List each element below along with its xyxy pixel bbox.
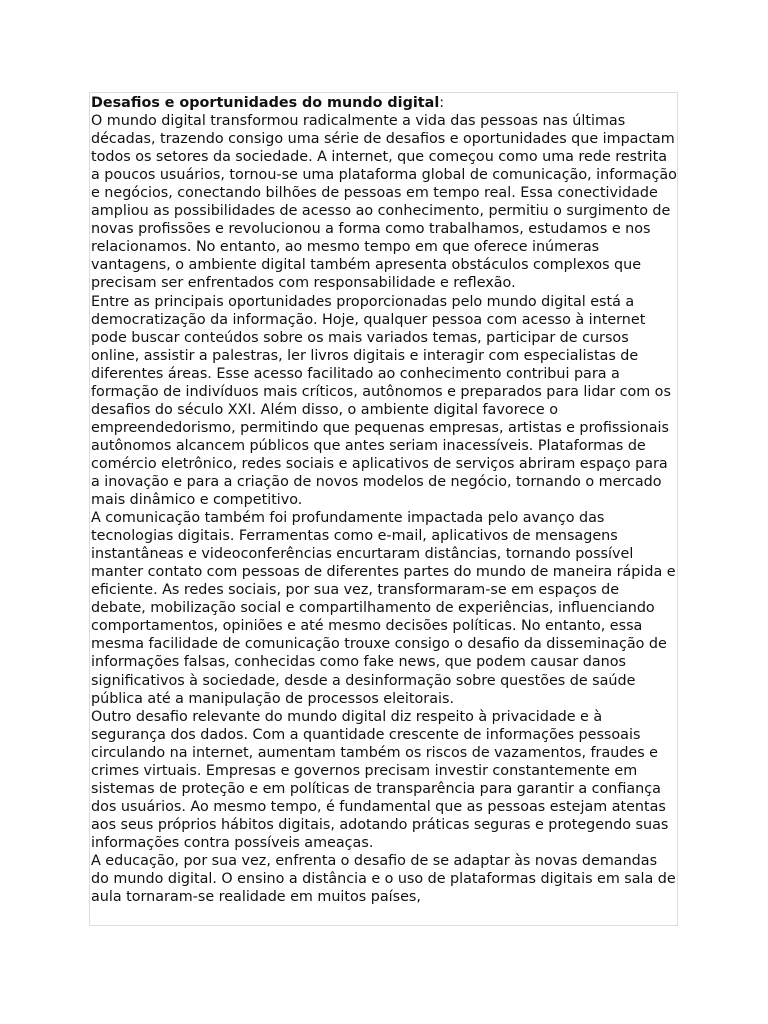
paragraph-4: Outro desafio relevante do mundo digital diz respeito à privacidade e à segurança dos dados. Com a quantidade crescente de informações pessoais circulando na internet, aumentam também os riscos de vazamentos, fraudes e crimes virtuais. Empresas e governos precisam investir constantemente em sistemas de proteção e em políticas de transparência para garantir a confiança dos usuários. Ao mesmo tempo, é fundamental que as pessoas estejam atentas aos seus próprios hábitos digitais, adotando práticas seguras e protegendo suas informações contra possíveis ameaças. [91, 708, 669, 851]
paragraph-2: Entre as principais oportunidades proporcionadas pelo mundo digital está a democratização da informação. Hoje, qualquer pessoa com acesso à internet pode buscar conteúdos sobre os mais variados temas, participar de cursos online, assistir a palestras, ler livros digitais e interagir com especialistas de diferentes áreas. Esse acesso facilitado ao conhecimento contribui para a formação de indivíduos mais críticos, autônomos e preparados para lidar com os desafios do século XXI. Além disso, o ambiente digital favorece o empreendedorismo, permitindo que pequenas empresas, artistas e profissionais autônomos alcancem públicos que antes seriam inacessíveis. Plataformas de comércio eletrônico, redes sociais e aplicativos de serviços abriram espaço para a inovação e para a criação de novos modelos de negócio, tornando o mercado mais dinâmico e competitivo. [91, 293, 671, 509]
paragraph-5: A educação, por sua vez, enfrenta o desafio de se adaptar às novas demandas do mundo digital. O ensino a distância e o uso de plataformas digitais em sala de aula tornaram-se realidade em muitos países, [91, 852, 676, 906]
title-colon: : [439, 95, 445, 111]
document-body [91, 94, 678, 906]
paragraph-3: A comunicação também foi profundamente impactada pelo avanço das tecnologias digitais. Ferramentas como e-mail, aplicativos de mensagens instantâneas e videoconferências encurtaram distâncias, tornando possível manter contato com pessoas de diferentes partes do mundo de maneira rápida e eficiente. As redes sociais, por sua vez, transformaram-se em espaços de debate, mobilização social e compartilhamento de experiências, influenciando comportamentos, opiniões e até mesmo decisões políticas. No entanto, essa mesma facilidade de comunicação trouxe consigo o desafio da disseminação de informações falsas, conhecidas como fake news, que podem causar danos significativos à sociedade, desde a desinformação sobre questões de saúde pública até a manipulação de processos eleitorais. [91, 510, 676, 707]
document-page [89, 92, 678, 926]
paragraph-1: O mundo digital transformou radicalmente a vida das pessoas nas últimas décadas, trazendo consigo uma série de desafios e oportunidades que impactam todos os setores da sociedade. A internet, que começou como uma rede restrita a poucos usuários, tornou-se uma plataforma global de comunicação, informação e negócios, conectando bilhões de pessoas em tempo real. Essa conectividade ampliou as possibilidades de acesso ao conhecimento, permitiu o surgimento de novas profissões e revolucionou a forma como trabalhamos, estudamos e nos relacionamos. No entanto, ao mesmo tempo em que oferece inúmeras vantagens, o ambiente digital também apresenta obstáculos complexos que precisam ser enfrentados com responsabilidade e reflexão. [91, 113, 677, 292]
document-title: Desafios e oportunidades do mundo digital [91, 95, 440, 111]
title-line [91, 94, 678, 112]
